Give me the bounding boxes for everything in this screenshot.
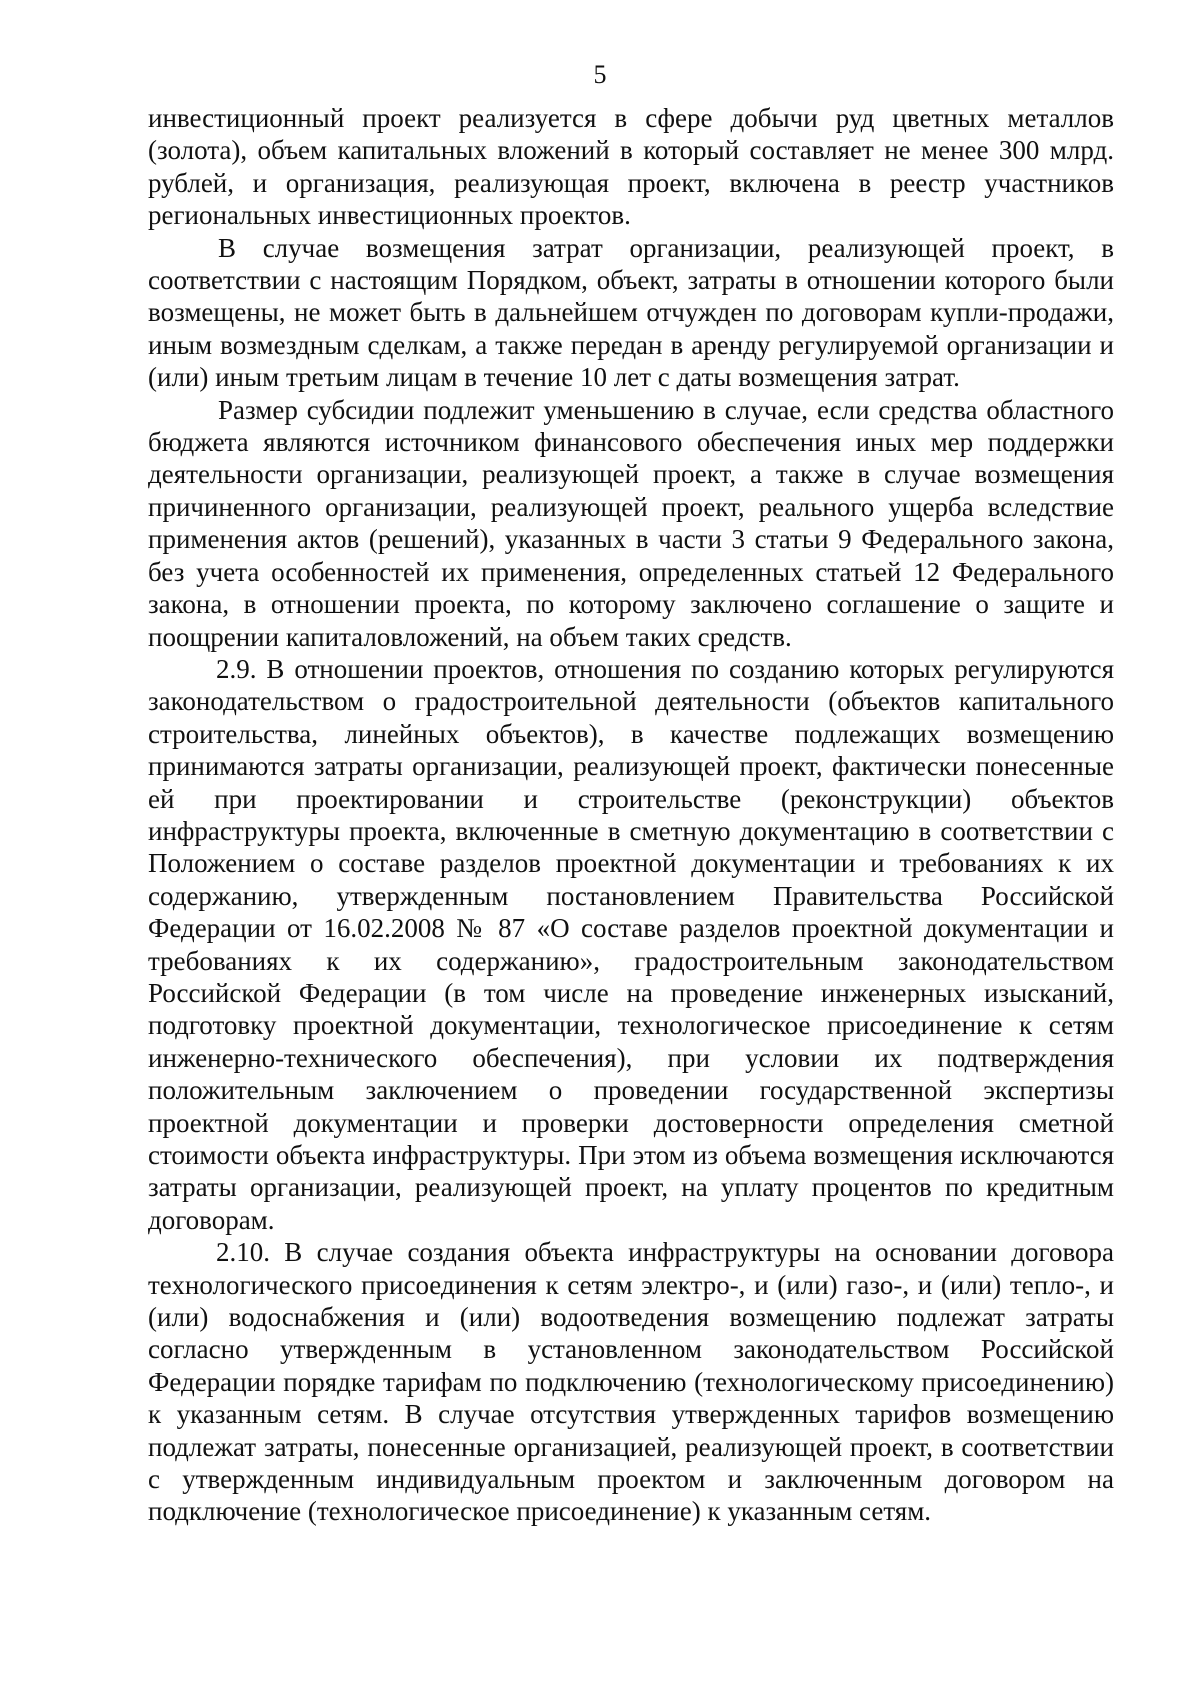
paragraph-clause-2-9: 2.9. В отношении проектов, отношения по созданию которых регулируются законодательством о градостроительной деятельности (объектов капитального строительства, линейных объектов), в качестве подлежащих возмещению принимаются затраты организации, реализующей проект, фактически понесенные ей при проектировании и строительстве (реконструкции) объектов инфраструктуры проекта, включенные в сметную документацию в соответствии с Положением о составе разделов проектной документации и требованиях к их содержанию, утвержденным постановлением Правительства Российской Федерации от 16.02.2008 № 87 «О составе разделов проектной документации и требованиях к их содержанию», градостроительным законодательством Российской Федерации (в том числе на проведение инженерных изысканий, подготовку проектной документации, технологическое присоединение к сетям инженерно-технического обеспечения), при условии их подтверждения положительным заключением о проведении государственной экспертизы проектной документации и проверки достоверности определения сметной стоимости объекта инфраструктуры. При этом из объема возмещения исключаются затраты организации, реализующей проект, на уплату процентов по кредитным договорам. xyxy=(148,653,1114,1235)
document-body xyxy=(148,102,1114,1528)
paragraph-continuation: инвестиционный проект реализуется в сфере добычи руд цветных металлов (золота), объем капитальных вложений в который составляет не менее 300 млрд. рублей, и организация, реализующая проект, включена в реестр участников региональных инвестиционных проектов. xyxy=(148,103,1114,231)
paragraph-clause-2-10: 2.10. В случае создания объекта инфраструктуры на основании договора технологического присоединения к сетям электро-, и (или) газо-, и (или) тепло-, и (или) водоснабжения и (или) водоотведения возмещению подлежат затраты согласно утвержденным в установленном законодательством Российской Федерации порядке тарифам по подключению (технологическому присоединению) к указанным сетям. В случае отсутствия утвержденных тарифов возмещению подлежат затраты, понесенные организацией, реализующей проект, в соответствии с утвержденным индивидуальным проектом и заключенным договором на подключение (технологическое присоединение) к указанным сетям. xyxy=(148,1237,1114,1527)
paragraph-subsidy-reduction: Размер субсидии подлежит уменьшению в случае, если средства областного бюджета являются источником финансового обеспечения иных мер поддержки деятельности организации, реализующей проект, а также в случае возмещения причиненного организации, реализующей проект, реального ущерба вследствие применения актов (решений), указанных в части 3 статьи 9 Федерального закона, без учета особенностей их применения, определенных статьей 12 Федерального закона, в отношении проекта, по которому заключено соглашение о защите и поощрении капиталовложений, на объем таких средств. xyxy=(148,394,1114,652)
page-number: 5 xyxy=(593,60,607,89)
paragraph-reimbursement-restriction: В случае возмещения затрат организации, реализующей проект, в соответствии с настоящим Порядком, объект, затраты в отношении которого были возмещены, не может быть в дальнейшем отчужден по договорам купли-продажи, иным возмездным сделкам, а также передан в аренду регулируемой организации и (или) иным третьим лицам в течение 10 лет с даты возмещения затрат. xyxy=(148,232,1114,393)
